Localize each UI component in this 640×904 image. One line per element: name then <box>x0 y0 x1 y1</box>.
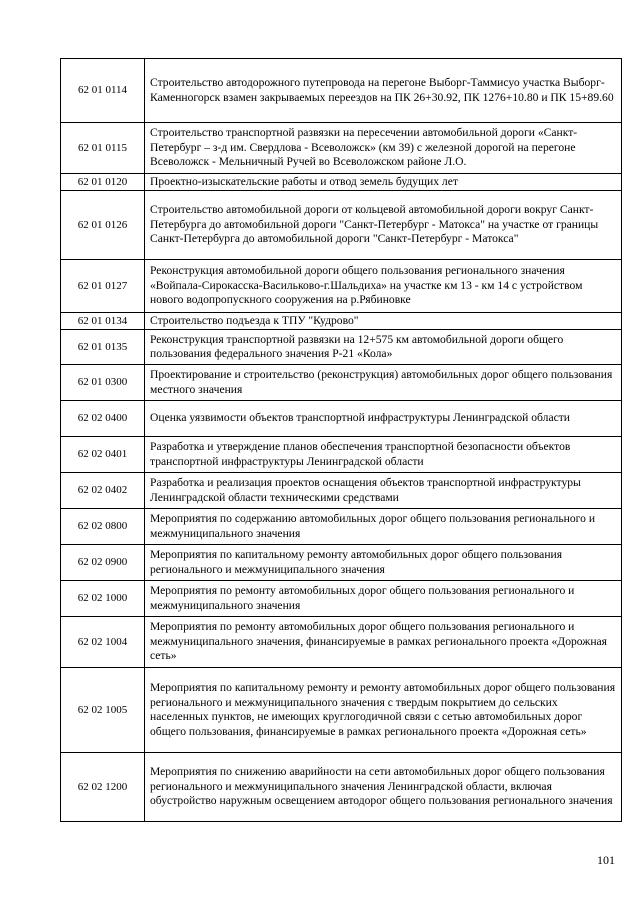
table-row <box>61 59 622 123</box>
row-code: 62 01 0127 <box>61 260 145 313</box>
row-description: Проектно-изыскательские работы и отвод земель будущих лет <box>145 174 622 191</box>
table-row <box>61 581 622 617</box>
row-description: Строительство автодорожного путепровода на перегоне Выборг-Таммисуо участка Выборг-Каменногорск взамен закрываемых переездов на ПК 26+30.92, ПК 1276+10.80 и ПК 15+89.60 <box>145 59 622 123</box>
row-description: Реконструкция автомобильной дороги общего пользования регионального значения «Войпала-Сирокасска-Васильково-г.Шальдиха» на участке км 13 - км 14 с устройством нового водопропускного сооружения на р.Рябиновке <box>145 260 622 313</box>
row-code: 62 02 0900 <box>61 545 145 581</box>
table-row <box>61 260 622 313</box>
row-description: Мероприятия по снижению аварийности на сети автомобильных дорог общего пользования регионального и межмуниципального значения Ленинградской области, включая обустройство наружным освещением автодорог общего пользования регионального значения <box>145 753 622 822</box>
table-row <box>61 509 622 545</box>
row-description: Оценка уязвимости объектов транспортной инфраструктуры Ленинградской области <box>145 401 622 437</box>
table-row <box>61 401 622 437</box>
row-description: Мероприятия по ремонту автомобильных дорог общего пользования регионального и межмуниципального значения, финансируемые в рамках регионального проекта «Дорожная сеть» <box>145 617 622 668</box>
row-description: Разработка и реализация проектов оснащения объектов транспортной инфраструктуры Ленинградской области техническими средствами <box>145 473 622 509</box>
table-row <box>61 123 622 174</box>
row-code: 62 01 0134 <box>61 313 145 330</box>
budget-code-table <box>60 58 622 822</box>
row-code: 62 02 0400 <box>61 401 145 437</box>
table-row <box>61 753 622 822</box>
row-description: Мероприятия по капитальному ремонту автомобильных дорог общего пользования регионального и межмуниципального значения <box>145 545 622 581</box>
table-row <box>61 617 622 668</box>
table-row <box>61 545 622 581</box>
row-description: Строительство транспортной развязки на пересечении автомобильной дороги «Санкт-Петербург – з-д им. Свердлова - Всеволожск» (км 39) с железной дорогой на перегоне Всеволожск - Мельничный Ручей во Всеволожском районе Л.О. <box>145 123 622 174</box>
table-row <box>61 174 622 191</box>
row-description: Реконструкция транспортной развязки на 12+575 км автомобильной дороги общего пользования федерального значения Р-21 «Кола» <box>145 330 622 365</box>
row-description: Мероприятия по капитальному ремонту и ремонту автомобильных дорог общего пользования регионального и межмуниципального значения с твердым покрытием до сельских населенных пунктов, не имеющих круглогодичной связи с сетью автомобильных дорог общего пользования, финансируемые в рамках регионального проекта «Дорожная сеть» <box>145 668 622 753</box>
table-row <box>61 473 622 509</box>
row-description: Разработка и утверждение планов обеспечения транспортной безопасности объектов транспортной инфраструктуры Ленинградской области <box>145 437 622 473</box>
row-description: Строительство автомобильной дороги от кольцевой автомобильной дороги вокруг Санкт-Петербурга до автомобильной дороги "Санкт-Петербург - Матокса" на участке от границы Санкт-Петербурга до автомобильной дороги "Санкт-Петербург - Матокса" <box>145 191 622 260</box>
row-code: 62 02 1200 <box>61 753 145 822</box>
row-code: 62 01 0120 <box>61 174 145 191</box>
table-row <box>61 191 622 260</box>
row-code: 62 02 0402 <box>61 473 145 509</box>
row-code: 62 01 0126 <box>61 191 145 260</box>
row-description: Проектирование и строительство (реконструкция) автомобильных дорог общего пользования местного значения <box>145 365 622 401</box>
row-description: Мероприятия по содержанию автомобильных дорог общего пользования регионального и межмуниципального значения <box>145 509 622 545</box>
table-row <box>61 330 622 365</box>
row-code: 62 02 1000 <box>61 581 145 617</box>
table-row <box>61 668 622 753</box>
row-code: 62 01 0114 <box>61 59 145 123</box>
row-code: 62 02 1005 <box>61 668 145 753</box>
row-code: 62 02 1004 <box>61 617 145 668</box>
table-body <box>61 59 622 822</box>
row-code: 62 02 0800 <box>61 509 145 545</box>
row-code: 62 01 0135 <box>61 330 145 365</box>
table-row <box>61 365 622 401</box>
row-code: 62 01 0300 <box>61 365 145 401</box>
table-row <box>61 437 622 473</box>
row-description: Строительство подъезда к ТПУ "Кудрово" <box>145 313 622 330</box>
row-description: Мероприятия по ремонту автомобильных дорог общего пользования регионального и межмуниципального значения <box>145 581 622 617</box>
row-code: 62 02 0401 <box>61 437 145 473</box>
page-number: 101 <box>597 853 615 867</box>
table-row <box>61 313 622 330</box>
row-code: 62 01 0115 <box>61 123 145 174</box>
